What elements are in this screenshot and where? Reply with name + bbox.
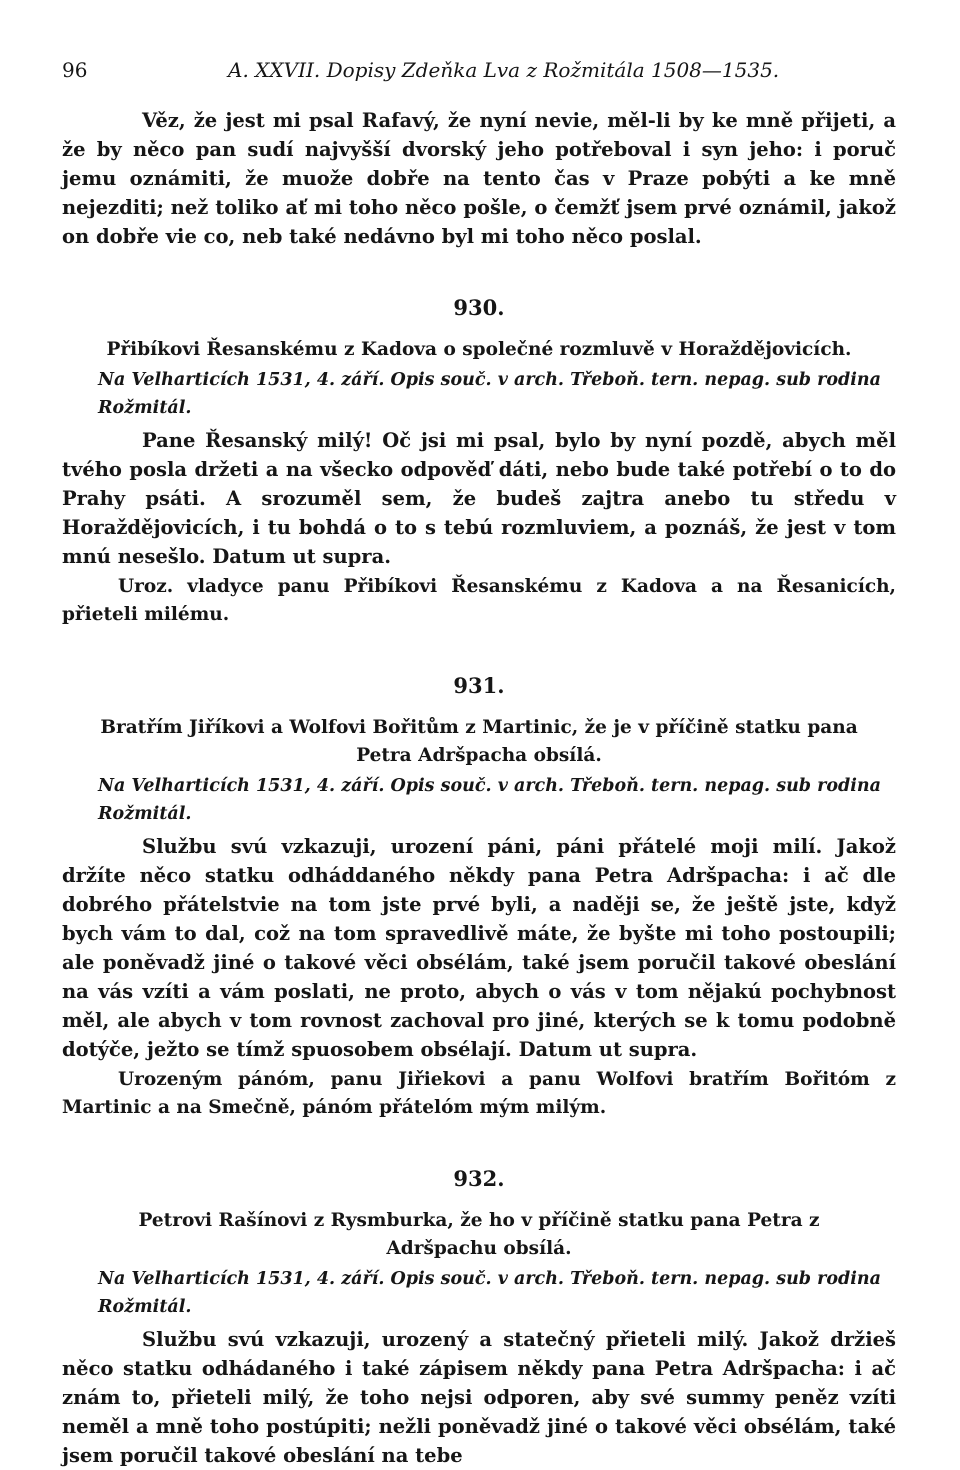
letter-body-930: Pane Řesanský milý! Oč jsi mi psal, bylo by nyní pozdě, abych měl tvého posla držeti a na všecko odpověď dáti, nebo bude také potřebí o to do Prahy psáti. A srozuměl sem, že budeš zajtra anebo tu středu v Horaždějovicích, i tu bohdá o to s tebú rozmluviem, a poznáš, že jest v tom mnú nesešlo. Datum ut supra. bbox=[62, 429, 896, 568]
letter-929-continuation: Věz, že jest mi psal Rafavý, že nyní nevie, měl-li by ke mně přijeti, a že by něco pan sudí najvyšší dvorský jeho potřeboval i syn jeho: i poruč jemu oznámiti, že muože dobře na tento čas v Praze pobýti a ke mně nejezditi; než toliko ať mi toho něco pošle, o čemžť jsem prvé oznámil, jakož on dobře vie co, neb také nedávno byl mi toho něco poslal. bbox=[62, 109, 896, 248]
page-content bbox=[62, 106, 896, 1470]
letter-title-931: Bratřím Jiříkovi a Wolfovi Bořitům z Martinic, že je v příčině statku pana Petra Adršpacha obsílá. bbox=[100, 717, 858, 766]
letter-title-932: Petrovi Rašínovi z Rysmburka, že ho v příčině statku pana Petra z Adršpachu obsílá. bbox=[138, 1210, 820, 1259]
letter-source-932: Na Velharticích 1531, 4. září. Opis souč. v arch. Třeboň. tern. nepag. sub rodina Rožmitál. bbox=[98, 1269, 881, 1317]
letter-number-930: 930. bbox=[453, 295, 505, 320]
letter-address-930: Uroz. vladyce panu Přibíkovi Řesanskému z Kadova a na Řesanicích, přieteli milému. bbox=[62, 576, 896, 625]
letter-title-930: Přibíkovi Řesanskému z Kadova o společné rozmluvě v Horaždějovicích. bbox=[106, 339, 852, 360]
page-header bbox=[62, 58, 898, 86]
letter-body-932: Službu svú vzkazuji, urozený a statečný přieteli milý. Jakož držieš něco statku odhádaného i také zápisem někdy pana Petra Adršpacha: i ač znám to, přieteli milý, že toho nejsi odporen, aby své summy peněz vzíti neměl a mně toho postúpiti; nežli poněvadž jiné o takové věci obsélám, také jsem poručil takové obeslání na tebe bbox=[62, 1328, 896, 1467]
letter-source-930: Na Velharticích 1531, 4. září. Opis souč. v arch. Třeboň. tern. nepag. sub rodina Rožmitál. bbox=[98, 370, 881, 418]
letter-number-932: 932. bbox=[453, 1166, 505, 1191]
running-head: A. XXVII. Dopisy Zdeňka Lva z Rožmitála 1508—1535. bbox=[228, 58, 780, 82]
letter-body-931: Službu svú vzkazuji, urození páni, páni přátelé moji milí. Jakož držíte něco statku odháddaného někdy pana Petra Adršpacha: i ač dle dobrého přátelstvie na tom jste prvé byli, a naději se, že ještě jste, když bych vám to dal, což na tom spravedlivě máte, že byšte mi toho postoupili; ale poněvadž jiné o takové věci obsélám, také jsem poručil takové obeslání na vás vzíti a vám poslati, ne proto, abych o vás v tom nějakú pochybnost měl, ale abych v tom rovnost zachoval pro jiné, kterých se k tomu podobně dotýče, ježto se tímž spuosobem obsélají. Datum ut supra. bbox=[62, 835, 896, 1061]
page-number: 96 bbox=[62, 58, 88, 82]
letter-address-931: Urozeným pánóm, panu Jiřiekovi a panu Wolfovi bratřím Bořitóm z Martinic a na Smečně, pánóm přátelóm mým milým. bbox=[62, 1069, 896, 1118]
letter-source-931: Na Velharticích 1531, 4. září. Opis souč. v arch. Třeboň. tern. nepag. sub rodina Rožmitál. bbox=[98, 776, 881, 824]
letter-number-931: 931. bbox=[453, 673, 505, 698]
